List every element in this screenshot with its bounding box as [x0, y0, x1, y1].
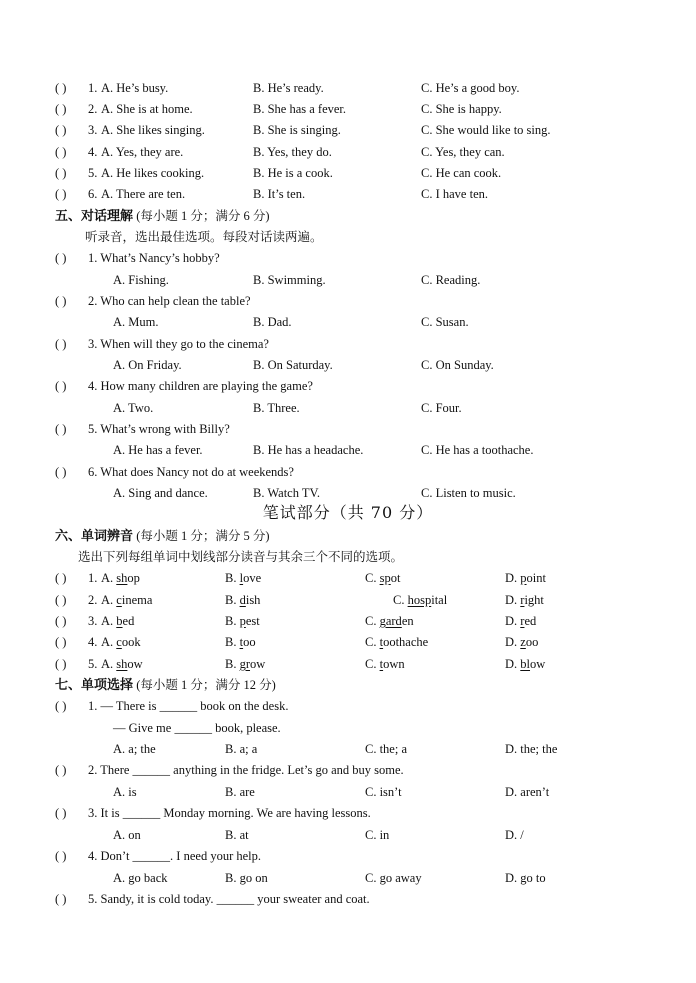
option-c: C. garden: [365, 614, 414, 628]
answer-blank[interactable]: ( ): [55, 657, 67, 671]
section-title: 五、对话理解: [55, 209, 134, 224]
answer-blank[interactable]: ( ): [55, 81, 67, 95]
option-a: A. He has a fever.: [113, 443, 203, 457]
option-a: A. She is at home.: [101, 102, 193, 116]
option-c: C. He has a toothache.: [421, 443, 534, 457]
option-c: C. the; a: [365, 742, 408, 756]
answer-blank[interactable]: ( ): [55, 699, 67, 713]
section-note: (每小题 1 分；满分 5 分): [136, 529, 270, 543]
option-a: A. is: [113, 785, 137, 799]
option-b: B. She has a fever.: [253, 102, 347, 116]
answer-blank[interactable]: ( ): [55, 892, 67, 906]
option-a: A. Sing and dance.: [113, 486, 208, 500]
option-a: A. cook: [101, 635, 141, 649]
section-heading: [55, 676, 276, 695]
question-text: 2. Who can help clean the table?: [88, 294, 251, 308]
question-number: 6.: [88, 187, 98, 201]
option-a: A. He’s busy.: [101, 81, 169, 95]
part-title: 笔试部分（共 70 分）: [262, 503, 434, 522]
question-number: 3.: [88, 123, 98, 137]
option-b: B. Watch TV.: [253, 486, 321, 500]
option-c: C. Yes, they can.: [421, 145, 505, 159]
option-d: D. red: [505, 614, 537, 628]
answer-blank[interactable]: ( ): [55, 337, 67, 351]
option-a: A. shop: [101, 571, 140, 585]
answer-blank[interactable]: ( ): [55, 422, 67, 436]
answer-blank[interactable]: ( ): [55, 593, 67, 607]
option-a: A. show: [101, 657, 143, 671]
option-a: A. Yes, they are.: [101, 145, 184, 159]
section-heading: [55, 207, 270, 226]
answer-blank[interactable]: ( ): [55, 187, 67, 201]
answer-blank[interactable]: ( ): [55, 635, 67, 649]
option-c: C. isn’t: [365, 785, 402, 799]
answer-blank[interactable]: ( ): [55, 123, 67, 137]
option-b: B. a; a: [225, 742, 258, 756]
option-c: C. She would like to sing.: [421, 123, 551, 137]
answer-blank[interactable]: ( ): [55, 849, 67, 863]
question-text: 5. What’s wrong with Billy?: [88, 422, 230, 436]
option-d: D. right: [505, 593, 544, 607]
question-text: 5. Sandy, it is cold today. ______ your sweater and coat.: [88, 892, 370, 906]
option-b: B. He is a cook.: [253, 166, 333, 180]
option-b: B. He’s ready.: [253, 81, 324, 95]
answer-blank[interactable]: ( ): [55, 571, 67, 585]
question-text: 4. How many children are playing the game?: [88, 379, 313, 393]
option-a: A. cinema: [101, 593, 153, 607]
option-b: B. It’s ten.: [253, 187, 306, 201]
option-b: B. Yes, they do.: [253, 145, 332, 159]
option-c: C. Listen to music.: [421, 486, 516, 500]
option-c: C. town: [365, 657, 405, 671]
option-a: A. Two.: [113, 401, 154, 415]
question-number: 1.: [88, 81, 98, 95]
option-d: D. zoo: [505, 635, 539, 649]
section-instruction: 听录音，选出最佳选项。每段对话读两遍。: [85, 229, 323, 244]
option-c: C. Reading.: [421, 273, 481, 287]
section-title: 七、单项选择: [55, 678, 134, 693]
option-c: C. toothache: [365, 635, 429, 649]
option-a: A. a; the: [113, 742, 156, 756]
question-text: 3. It is ______ Monday morning. We are having lessons.: [88, 806, 371, 820]
option-b: B. Dad.: [253, 315, 292, 329]
question-number: 4.: [88, 635, 98, 649]
question-text: 1. What’s Nancy’s hobby?: [88, 251, 220, 265]
option-c: C. hospital: [393, 593, 448, 607]
option-a: A. Mum.: [113, 315, 159, 329]
option-a: A. Fishing.: [113, 273, 169, 287]
option-c: C. go away: [365, 871, 422, 885]
answer-blank[interactable]: ( ): [55, 614, 67, 628]
option-c: C. I have ten.: [421, 187, 488, 201]
question-text: 3. When will they go to the cinema?: [88, 337, 269, 351]
answer-blank[interactable]: ( ): [55, 763, 67, 777]
option-d: D. aren’t: [505, 785, 550, 799]
answer-blank[interactable]: ( ): [55, 251, 67, 265]
option-d: D. blow: [505, 657, 546, 671]
option-a: A. She likes singing.: [101, 123, 205, 137]
option-b: B. grow: [225, 657, 266, 671]
question-number: 5.: [88, 166, 98, 180]
question-number: 3.: [88, 614, 98, 628]
answer-blank[interactable]: ( ): [55, 145, 67, 159]
question-number: 2.: [88, 102, 98, 116]
option-b: B. too: [225, 635, 256, 649]
option-d: D. the; the: [505, 742, 558, 756]
option-b: B. dish: [225, 593, 261, 607]
option-b: B. She is singing.: [253, 123, 341, 137]
option-c: C. in: [365, 828, 390, 842]
answer-blank[interactable]: ( ): [55, 166, 67, 180]
option-a: A. On Friday.: [113, 358, 182, 372]
option-b: B. at: [225, 828, 249, 842]
answer-blank[interactable]: ( ): [55, 102, 67, 116]
option-b: B. are: [225, 785, 255, 799]
option-c: C. She is happy.: [421, 102, 502, 116]
section-note: (每小题 1 分；满分 6 分): [136, 209, 270, 223]
option-c: C. spot: [365, 571, 401, 585]
answer-blank[interactable]: ( ): [55, 465, 67, 479]
question-text: — Give me ______ book, please.: [113, 721, 281, 735]
option-c: C. He can cook.: [421, 166, 502, 180]
option-c: C. Four.: [421, 401, 462, 415]
section-title: 六、单词辨音: [55, 529, 134, 544]
question-number: 5.: [88, 657, 98, 671]
option-b: B. On Saturday.: [253, 358, 333, 372]
option-a: A. There are ten.: [101, 187, 186, 201]
answer-blank[interactable]: ( ): [55, 806, 67, 820]
question-text: 6. What does Nancy not do at weekends?: [88, 465, 294, 479]
answer-blank[interactable]: ( ): [55, 294, 67, 308]
option-c: C. On Sunday.: [421, 358, 494, 372]
option-a: A. go back: [113, 871, 168, 885]
section-instruction: 选出下列每组单词中划线部分读音与其余三个不同的选项。: [78, 549, 404, 564]
option-b: B. He has a headache.: [253, 443, 364, 457]
question-text: 2. There ______ anything in the fridge. Let’s go and buy some.: [88, 763, 404, 777]
question-number: 4.: [88, 145, 98, 159]
answer-blank[interactable]: ( ): [55, 379, 67, 393]
question-number: 1.: [88, 571, 98, 585]
option-c: C. Susan.: [421, 315, 469, 329]
option-d: D. go to: [505, 871, 546, 885]
section-note: (每小题 1 分；满分 12 分): [136, 678, 276, 692]
option-b: B. Three.: [253, 401, 300, 415]
option-c: C. He’s a good boy.: [421, 81, 520, 95]
question-text: 1. — There is ______ book on the desk.: [88, 699, 289, 713]
option-d: D. point: [505, 571, 546, 585]
option-a: A. He likes cooking.: [101, 166, 205, 180]
option-b: B. pest: [225, 614, 260, 628]
question-text: 4. Don’t ______. I need your help.: [88, 849, 262, 863]
section-heading: [55, 527, 270, 546]
question-number: 2.: [88, 593, 98, 607]
option-b: B. go on: [225, 871, 268, 885]
option-b: B. love: [225, 571, 262, 585]
option-b: B. Swimming.: [253, 273, 326, 287]
option-d: D. /: [505, 828, 524, 842]
option-a: A. bed: [101, 614, 135, 628]
option-a: A. on: [113, 828, 141, 842]
